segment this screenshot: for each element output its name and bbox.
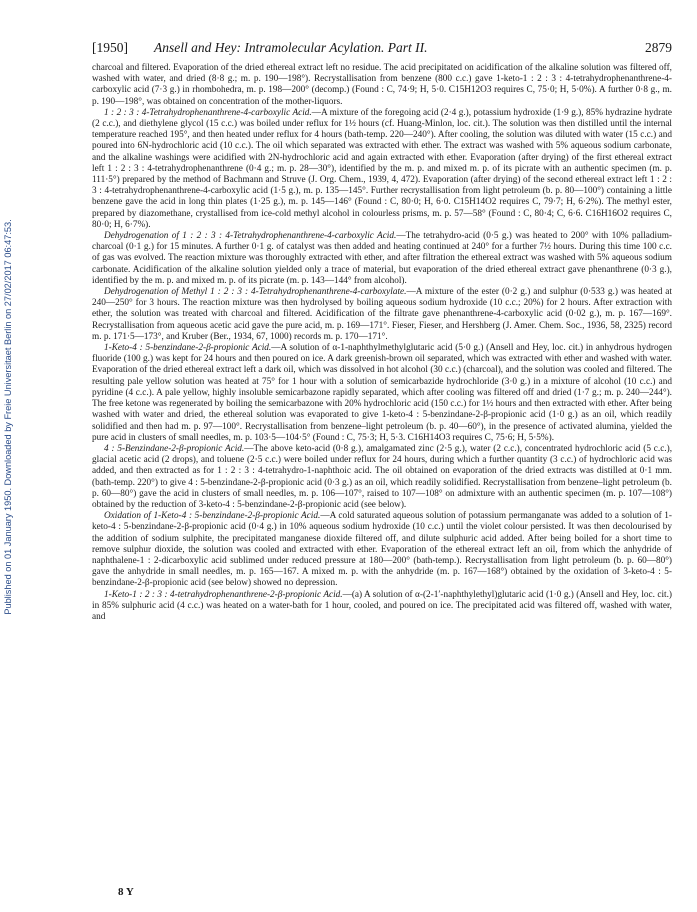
- download-notice: Published on 01 January 1950. Downloaded by Freie Universitaet Berlin on 27/02/2017 06:47:53.: [3, 219, 13, 615]
- paragraph-heading: Dehydrogenation of Methyl 1 : 2 : 3 : 4-Tetrahydrophenanthrene-4-carboxylate.: [104, 287, 407, 298]
- paragraph-text: —A solution of α-1-naphthylmethylglutaric acid (5·0 g.) (Ansell and Hey, loc. cit.) in anhydrous hydrogen fluoride (100 g.) was kept for 24 hours and then poured on ice. A dark greenish-brown oil separated, which was extracted with ether and washed with water. Evaporation of the dried ethereal extract left a dark oil, which was dissolved in hot alcohol (30 c.c.) (charcoal), and the solution was cooled and filtered. The resulting pale yellow solution was heated at 75° for 1 hour with a solution of semicarbazide hydrochloride (3·0 g.) in a mixture of alcohol (10 c.c.) and pyridine (4 c.c.). A pale yellow, highly insoluble semicarbazone rapidly separated, which after cooling was filtered off and dried (1·7 g.; m. p. 240—244°). The free ketone was regenerated by boiling the semicarbazone with 20% hydrochloric acid (150 c.c.) for 1½ hours and then extracted with ether. After being washed with water and dried, the ethereal solution was evaporated to give 1-keto-4 : 5-benzindane-2-β-propionic acid (1·0 g.) as an oil, which readily solidified and then had m. p. 97—100°. Recrystallisation from benzene–light petroleum (b. p. 40—60°), in the presence of activated alumina, yielded the pure acid in clusters of small needles, m. p. 103·5—104·5° (Found : C, 75·3; H, 5·3. C16H14O3 requires C, 75·6; H, 5·5%).: [92, 343, 672, 443]
- paragraph-heading: 1-Keto-1 : 2 : 3 : 4-tetrahydrophenanthrene-2-β-propionic Acid.: [104, 589, 343, 600]
- paragraph: [92, 511, 672, 589]
- paragraph-heading: 4 : 5-Benzindane-2-β-propionic Acid.: [104, 443, 245, 454]
- paragraph-text: —A mixture of the ester (0·2 g.) and sulphur (0·533 g.) was heated at 240—250° for 3 hours. The reaction mixture was then hydrolysed by boiling aqueous sodium hydroxide (10 c.c.; 20%) for 2 hours. After extraction with ether, the solution was treated with charcoal and filtered. Acidification of the filtrate gave phenanthrene-4-carboxylic acid (0·02 g.), m. p. 167—169°. Recrystallisation from aqueous acetic acid gave the pure acid, m. p. 169—171°. Fieser, Fieser, and Hershberg (J. Amer. Chem. Soc., 1936, 58, 2325) record m. p. 171·5—173°, and Kruber (Ber., 1934, 67, 1000) records m. p. 170—171°.: [92, 287, 672, 342]
- paragraph-heading: Oxidation of 1-Keto-4 : 5-benzindane-2-β-propionic Acid.: [104, 511, 321, 522]
- paragraph: [92, 108, 672, 231]
- publication-sidebar: [0, 130, 14, 710]
- paragraph: [92, 444, 672, 511]
- paragraph-text: —The tetrahydro-acid (0·5 g.) was heated to 200° with 10% palladium-charcoal (0·1 g.) for 15 minutes. A further 0·1 g. of catalyst was then added and heating continued at 240° for a further 7½ hours. During this time 100 c.c. of gas was evolved. The reaction mixture was thoroughly extracted with ether, and after filtration the ethereal extract was washed with 5% aqueous sodium carbonate. Acidification of the alkaline solution yielded only a trace of material, but evaporation of the dried ethereal extract gave phenanthrene (0·3 g.), identified by the m. p. and mixed m. p. of its picrate (m. p. 143—144° from alcohol).: [92, 231, 672, 286]
- page-header: [92, 40, 672, 58]
- paragraph-heading: 1-Keto-4 : 5-benzindane-2-β-propionic Acid.: [104, 343, 272, 354]
- paragraph-text: —A cold saturated aqueous solution of potassium permanganate was added to a solution of 1-keto-4 : 5-benzindane-2-β-propionic acid (0·4 g.) in 10% aqueous sodium hydroxide (10 c.c.) until the violet colour persisted. It was then decolourised by the addition of sodium sulphite, the precipitated manganese dioxide filtered off, and dilute sulphuric acid added. After being boiled for a short time to remove sulphur dioxide, the solution was cooled and extracted with ether. Evaporation of the ethereal extract left an oil, from which the anhydride of naphthalene-1 : 2-dicarboxylic acid sublimed under reduced pressure at 180—200° (bath-temp.). Recrystallisation from light petroleum (b. p. 60—80°) gave the anhydride in small needles, m. p. 165—167. A mixed m. p. with the anhydride (m. p. 167—168°) obtained by the oxidation of 3-keto-4 : 5-benzindane-2-β-propionic acid (see below) showed no depression.: [92, 511, 672, 589]
- article-body: [92, 63, 672, 623]
- paragraph-text: —A mixture of the foregoing acid (2·4 g.), potassium hydroxide (1·9 g.), 85% hydrazine hydrate (2 c.c.), and diethylene glycol (15 c.c.) was boiled under reflux for 1½ hours (cf. Huang-Minlon, loc. cit.). The solution was then distilled until the internal temperature reached 195°, and then heated under reflux for 4 hours (bath-temp. 220—240°). After cooling, the solution was diluted with water (15 c.c.) and poured into 6N-hydrochloric acid (10 c.c.). The oil which separated was extracted with ether. The extract was washed with 5% aqueous sodium carbonate, and the alkaline washings were acidified with 2N-hydrochloric acid and again extracted with ether. Evaporation (after drying) of the first ethereal extract left 1 : 2 : 3 : 4-tetrahydrophenanthrene (0·4 g.; m. p. 28—30°), identified by the m. p. and mixed m. p. of its picrate with an authentic specimen (m. p. 111·5°) prepared by the method of Bachmann and Struve (J. Org. Chem., 1939, 4, 472). Evaporation (after drying) of the second ethereal extract left 1 : 2 : 3 : 4-tetrahydrophenanthrene-4-carboxylic acid (1·5 g.), m. p. 135—145°. Further recrystallisation from light petroleum (b. p. 80—100°) containing a little benzene gave the acid in long thin plates (1·25 g.), m. p. 145—146° (Found : C, 80·0; H, 6·0. C15H14O2 requires C, 79·7; H, 6·2%). The methyl ester, prepared by diazomethane, crystallised from ice-cold methyl alcohol in colourless prisms, m. p. 57—58° (Found : C, 80·4; C, 6·6. C16H16O2 requires C, 80·0; H, 6·7%).: [92, 107, 672, 230]
- page-number: 2879: [645, 40, 672, 55]
- paragraph-text: —The above keto-acid (0·8 g.), amalgamated zinc (2·5 g.), water (2 c.c.), concentrated hydrochloric acid (5 c.c.), glacial acetic acid (2 drops), and toluene (2·5 c.c.) were boiled under reflux for 24 hours, during which a further quantity (3 c.c.) of hydrochloric acid was added, and then extracted as for 1 : 2 : 3 : 4-tetrahydro-1-naphthoic acid. The oil obtained on evaporation of the dried extracts was distilled at 0·1 mm. (bath-temp. 220°) to give 4 : 5-benzindane-2-β-propionic acid (0·3 g.) as an oil, which readily solidified. Recrystallisation from benzene–light petroleum (b. p. 60—80°) gave the acid in clusters of small needles, m. p. 106—107°, raised to 107—108° on admixture with an authentic specimen (m. p. 107—108°) obtained by the reduction of 3-keto-4 : 5-benzindane-2-β-propionic acid (see below).: [92, 443, 673, 510]
- paragraph: [92, 231, 672, 287]
- paragraph-text: —(a) A solution of α-(2-1′-naphthylethyl)glutaric acid (1·0 g.) (Ansell and Hey, loc. cit.) in 85% sulphuric acid (4 c.c.) was heated on a water-bath for 1 hour, cooled, and poured on ice. The precipitated acid was filtered off, washed with water, and: [92, 589, 673, 622]
- paragraph-text: charcoal and filtered. Evaporation of the dried ethereal extract left no residue. The acid precipitated on acidification of the alkaline solution was filtered off, washed with water, and dried (8·8 g.; m. p. 190—198°). Recrystallisation from benzene (800 c.c.) gave 1-keto-1 : 2 : 3 : 4-tetrahydrophenanthrene-4-carboxylic acid (7·3 g.) in rhombohedra, m. p. 198—200° (decomp.) (Found : C, 74·9; H, 5·0. C15H12O3 requires C, 75·0; H, 5·0%). A further 0·8 g., m. p. 190—198°, was obtained on concentration of the mother-liquors.: [92, 63, 672, 107]
- header-year: [1950]: [92, 40, 128, 55]
- header-title: Ansell and Hey: Intramolecular Acylation. Part II.: [154, 40, 428, 55]
- signature-mark: 8 Y: [118, 886, 134, 898]
- paragraph-heading: Dehydrogenation of 1 : 2 : 3 : 4-Tetrahydrophenanthrene-4-carboxylic Acid.: [104, 231, 397, 242]
- paragraph-heading: 1 : 2 : 3 : 4-Tetrahydrophenanthrene-4-carboxylic Acid.: [104, 107, 312, 118]
- paragraph: [92, 343, 672, 444]
- paragraph: [92, 287, 672, 343]
- paragraph: [92, 590, 672, 624]
- paragraph: [92, 63, 672, 108]
